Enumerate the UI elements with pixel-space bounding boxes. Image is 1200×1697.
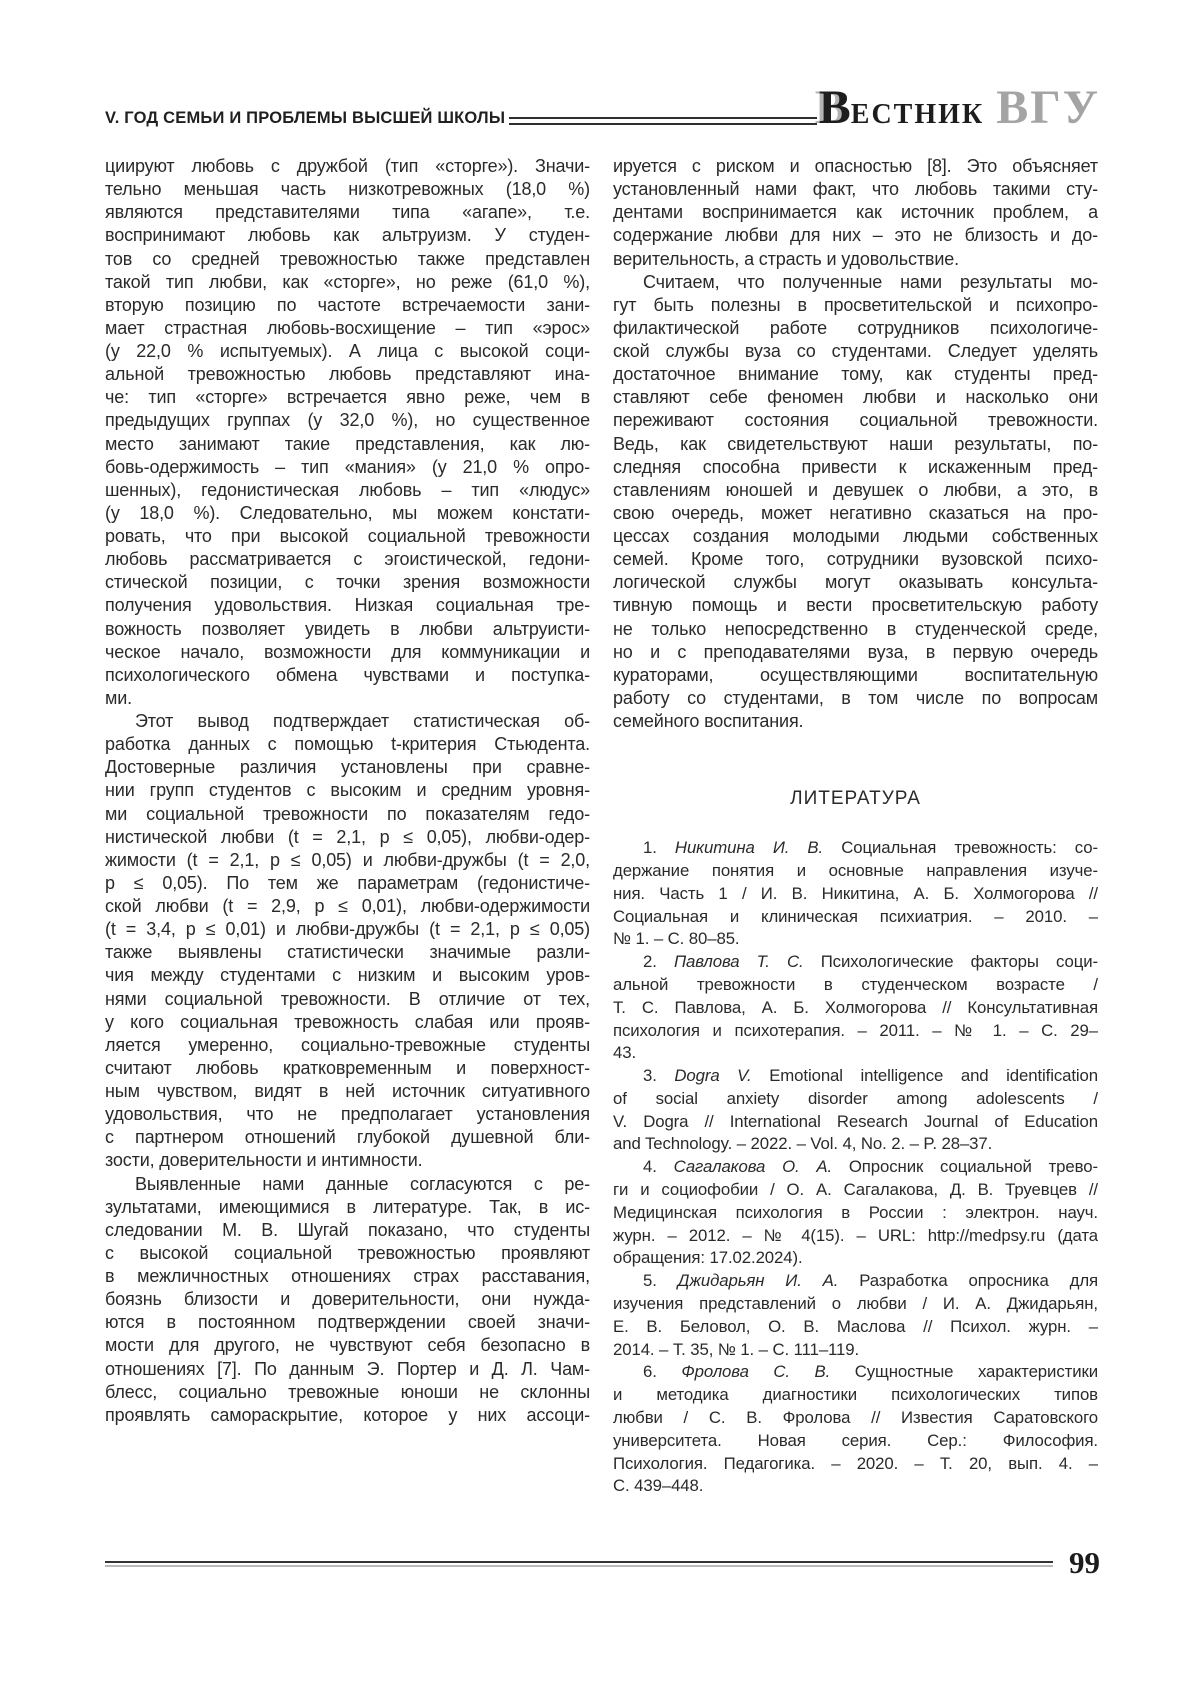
- reference-line: and Technology. – 2022. – Vol. 4, No. 2. – P. 28–37.: [613, 1134, 993, 1154]
- text-line: ляется умеренно, социально-тревожные студенты: [105, 1034, 590, 1055]
- text-line: ской службы вуза со студентами. Следует уделять: [613, 341, 1098, 361]
- text-line: получения удовольствия. Низкая социальная тре-: [105, 595, 590, 616]
- text-line: нии групп студентов с высоким и средним уровня-: [105, 780, 590, 801]
- reference-authors: Джидарьян И. А.: [677, 1271, 839, 1291]
- reference-line: журн. – 2012. – № 4(15). – URL: http://medpsy.ru (дата: [613, 1225, 1098, 1245]
- text-line: но и с преподавателями вуза, в первую очередь: [613, 641, 1098, 662]
- text-line: ми.: [105, 687, 132, 708]
- text-line: (у 18,0 %). Следовательно, мы можем констати-: [105, 502, 590, 523]
- text-line: любовь рассматривается с эгоистической, гедони-: [105, 549, 590, 570]
- text-line: зультатами, имеющимися в литературе. Так, в ис-: [105, 1196, 590, 1217]
- logo-initial-letter: В: [818, 81, 851, 134]
- text-line: с партнером отношений глубокой душевной бли-: [105, 1127, 590, 1148]
- text-line: зости, доверительности и интимности.: [105, 1150, 423, 1171]
- reference-number: 1.: [643, 838, 657, 858]
- reference-title-start: Emotional intelligence and identification: [769, 1066, 1098, 1086]
- page-footer: [105, 1546, 1100, 1580]
- text-line: дентами воспринимается как источник проблем, а: [613, 202, 1098, 223]
- text-line: чия между студентами с низким и высоким уров-: [105, 965, 590, 986]
- reference-line: [613, 1156, 1098, 1179]
- text-line: место занимают такие представления, как лю-: [105, 433, 590, 454]
- literature-heading: ЛИТЕРАТУРА: [790, 788, 921, 810]
- text-line: шенных), гедонистическая любовь – тип «людус»: [105, 479, 590, 500]
- text-line: Этот вывод подтверждает статистическая об-: [135, 711, 590, 731]
- text-line: p ≤ 0,05). По тем же параметрам (гедонистиче-: [105, 872, 590, 893]
- reference-title-start: Опросник социальной трево-: [848, 1157, 1098, 1177]
- reference-line: Е. В. Беловол, О. В. Маслова // Психол. журн. –: [613, 1316, 1098, 1336]
- text-line: тельно меньшая часть низкотревожных (18,0 %): [105, 179, 590, 200]
- reference-title-start: Психологические факторы соци-: [820, 952, 1098, 972]
- reference-number: 2.: [643, 952, 657, 972]
- text-line: не только непосредственно в студенческой среде,: [613, 618, 1098, 639]
- text-line: блесс, социально тревожные юноши не склонны: [105, 1381, 590, 1402]
- text-line: отношениях [7]. По данным Э. Портер и Д. Л. Чам-: [105, 1358, 590, 1379]
- text-line: тивную помощь и вести просветительскую работу: [613, 595, 1098, 616]
- reference-line: Социальная и клиническая психиатрия. – 2010. –: [613, 906, 1098, 926]
- text-line: считают любовь кратковременным и поверхност-: [105, 1057, 590, 1078]
- text-line: достаточное внимание тому, как студенты пред-: [613, 364, 1098, 385]
- reference-authors: Dogra V.: [674, 1066, 752, 1086]
- reference-line: [613, 1361, 1098, 1384]
- reference-authors: Никитина И. В.: [674, 838, 824, 858]
- text-line: ческое начало, возможности для коммуникации и: [105, 641, 590, 662]
- right-column: [613, 155, 1098, 1498]
- text-line: вторую позицию по частоте встречаемости зани-: [105, 294, 590, 315]
- reference-line: V. Dogra // International Research Journal of Education: [613, 1111, 1098, 1131]
- text-line: стической позиции, с точки зрения возможности: [105, 572, 590, 593]
- reference-line: психология и психотерапия. – 2011. – № 1. – С. 29–: [613, 1020, 1098, 1040]
- text-line: ставляют себе феномен любви и насколько они: [613, 387, 1098, 408]
- reference-line: ния. Часть 1 / И. В. Никитина, А. Б. Холмогорова //: [613, 883, 1098, 903]
- text-line: содержание любви для них – это не близость и до-: [613, 225, 1098, 246]
- text-line: (t = 3,4, p ≤ 0,01) и любви-дружбы (t = 2,1, p ≤ 0,05): [105, 919, 590, 940]
- header-double-rule: [509, 117, 817, 125]
- text-line: ской любви (t = 2,9, p ≤ 0,01), любви-одержимости: [105, 896, 590, 916]
- text-line: мает страстная любовь-восхищение – тип «эрос»: [105, 317, 590, 338]
- reference-line: любви / С. В. Фролова // Известия Саратовского: [613, 1408, 1098, 1428]
- text-line: такой тип любви, как «сторге», но реже (61,0 %),: [105, 271, 590, 292]
- text-line: кураторами, осуществляющими воспитательную: [613, 664, 1098, 685]
- text-line: семейного воспитания.: [613, 711, 804, 731]
- text-line: альной тревожностью любовь представляют ина-: [105, 364, 590, 385]
- reference-number: 4.: [643, 1157, 657, 1177]
- text-line: удовольствия, что не предполагает установления: [105, 1104, 590, 1125]
- reference-authors: Сагалакова О. А.: [673, 1157, 833, 1177]
- text-line: ются в постоянном подтверждении своей значи-: [105, 1312, 590, 1333]
- reference-title-start: Социальная тревожность: со-: [841, 838, 1098, 858]
- text-line: боязнь близости и доверительности, они нужда-: [105, 1289, 590, 1310]
- reference-line: изучения представлений о любви / И. А. Джидарьян,: [613, 1294, 1098, 1314]
- reference-line: 43.: [613, 1043, 637, 1063]
- reference-authors: Павлова Т. С.: [673, 952, 804, 972]
- text-line: проявлять самораскрытие, которое у них ассоци-: [105, 1404, 590, 1425]
- text-line: Считаем, что полученные нами результаты мо-: [643, 271, 1098, 292]
- footer-rule: [105, 1561, 1053, 1565]
- text-line: тов со средней тревожностью также представлен: [105, 248, 590, 269]
- reference-line: обращения: 17.02.2024).: [613, 1248, 803, 1268]
- text-line: логической службы могут оказывать консульта-: [613, 572, 1098, 593]
- text-line: (у 22,0 % испытуемых). А лица с высокой соци-: [105, 341, 590, 361]
- text-line: работка данных с помощью t-критерия Стьюдента.: [105, 734, 590, 755]
- text-line: семей. Кроме того, сотрудники вузовской психо-: [613, 549, 1098, 570]
- text-line: ровать, что при высокой социальной тревожности: [105, 526, 590, 546]
- text-line: являются представителями типа «агапе», т.е.: [105, 202, 590, 223]
- reference-number: 5.: [643, 1271, 657, 1291]
- text-line: работу со студентами, в том числе по вопросам: [613, 687, 1098, 708]
- text-line: Выявленные нами данные согласуются с ре-: [135, 1173, 590, 1194]
- reference-line: [613, 837, 1098, 860]
- page-number: 99: [1069, 1545, 1100, 1580]
- page-header: [105, 108, 817, 128]
- text-line: в межличностных отношениях страх расставания,: [105, 1266, 590, 1286]
- reference-number: 3.: [643, 1066, 657, 1086]
- text-line: следняя способна привести к искаженным пред-: [613, 456, 1098, 477]
- reference-line: [613, 951, 1098, 974]
- text-line: филактической работе сотрудников психологиче-: [613, 317, 1098, 338]
- text-columns: [105, 155, 1098, 1498]
- text-line: вожность позволяет увидеть в любви альтруисти-: [105, 618, 590, 639]
- reference-line: [613, 1270, 1098, 1293]
- text-line: с высокой социальной тревожностью проявляют: [105, 1242, 590, 1263]
- text-line: психологического обмена чувствами и поступка-: [105, 664, 590, 685]
- journal-logo: [818, 81, 1100, 141]
- section-title: V. ГОД СЕМЬИ И ПРОБЛЕМЫ ВЫСШЕЙ ШКОЛЫ: [105, 109, 506, 127]
- reference-line: [613, 1065, 1098, 1088]
- reference-number: 6.: [643, 1362, 657, 1382]
- logo-black-part: ЕСТНИК: [850, 99, 985, 130]
- reference-line: Психология. Педагогика. – 2020. – Т. 20, вып. 4. –: [613, 1453, 1098, 1473]
- reference-title-start: Разработка опросника для: [859, 1271, 1098, 1291]
- reference-line: Т. С. Павлова, А. Б. Холмогорова // Консультативная: [613, 997, 1098, 1017]
- text-line: цессах создания молодыми людьми собственных: [613, 526, 1098, 546]
- text-line: че: тип «сторге» встречается явно реже, чем в: [105, 387, 590, 408]
- text-line: верительность, а страсть и удовольствие.: [613, 248, 959, 269]
- reference-line: и методика диагностики психологических типов: [613, 1385, 1098, 1405]
- reference-line: ги и социофобии / О. А. Сагалакова, Д. В. Труевцев //: [613, 1180, 1098, 1200]
- text-line: ируется с риском и опасностью [8]. Это объясняет: [613, 156, 1098, 176]
- text-line: предыдущих группах (у 32,0 %), но существенное: [105, 410, 590, 431]
- text-line: ми социальной тревожности по показателям гедо-: [105, 803, 590, 824]
- reference-line: С. 439–448.: [613, 1476, 704, 1496]
- reference-line: 2014. – Т. 35, № 1. – С. 111–119.: [613, 1339, 860, 1359]
- reference-line: of social anxiety disorder among adolescents /: [613, 1088, 1098, 1108]
- reference-line: альной тревожности в студенческом возрасте /: [613, 974, 1098, 994]
- text-line: Ведь, как свидетельствуют наши результаты, по-: [613, 433, 1098, 454]
- reference-authors: Фролова С. В.: [681, 1362, 831, 1382]
- text-line: следовании М. В. Шугай показано, что студенты: [105, 1219, 590, 1240]
- text-line: Достоверные различия установлены при сравне-: [105, 757, 590, 778]
- reference-title-start: Сущностные характеристики: [854, 1362, 1098, 1382]
- reference-line: Медицинская психология в России : электрон. науч.: [613, 1202, 1098, 1222]
- text-line: нями социальной тревожности. В отличие от тех,: [105, 988, 590, 1009]
- text-line: ставлениям юношей и девушек о любви, а это, в: [613, 479, 1098, 500]
- text-line: свою очередь, может негативно сказаться на про-: [613, 502, 1098, 523]
- text-line: мости для другого, не чувствуют себя безопасно в: [105, 1335, 590, 1356]
- text-line: также выявлены статистически значимые разли-: [105, 942, 590, 963]
- text-line: нистической любви (t = 2,1, p ≤ 0,05), любви-одер-: [105, 826, 590, 847]
- logo-gray-part: ВГУ: [996, 81, 1100, 134]
- reference-line: университета. Новая серия. Сер.: Философия.: [613, 1430, 1098, 1450]
- text-line: жимости (t = 2,1, p ≤ 0,05) и любви-дружбы (t = 2,0,: [105, 849, 590, 870]
- text-line: гут быть полезны в просветительской и психопро-: [613, 294, 1098, 315]
- text-line: циируют любовь с дружбой (тип «сторге»). Значи-: [105, 156, 590, 176]
- reference-line: держание понятия и основные направления изуче-: [613, 860, 1098, 880]
- left-column: [105, 155, 590, 1498]
- text-line: переживают состояния социальной тревожности.: [613, 410, 1098, 431]
- text-line: у кого социальная тревожность слабая или прояв-: [105, 1011, 590, 1032]
- text-line: ным чувством, видят в ней источник ситуативного: [105, 1081, 590, 1101]
- reference-line: № 1. – С. 80–85.: [613, 929, 740, 949]
- text-line: воспринимают любовь как альтруизм. У студен-: [105, 225, 590, 246]
- text-line: бовь-одержимость – тип «мания» (у 21,0 % опро-: [105, 456, 590, 477]
- text-line: установленный нами факт, что любовь такими сту-: [613, 179, 1098, 200]
